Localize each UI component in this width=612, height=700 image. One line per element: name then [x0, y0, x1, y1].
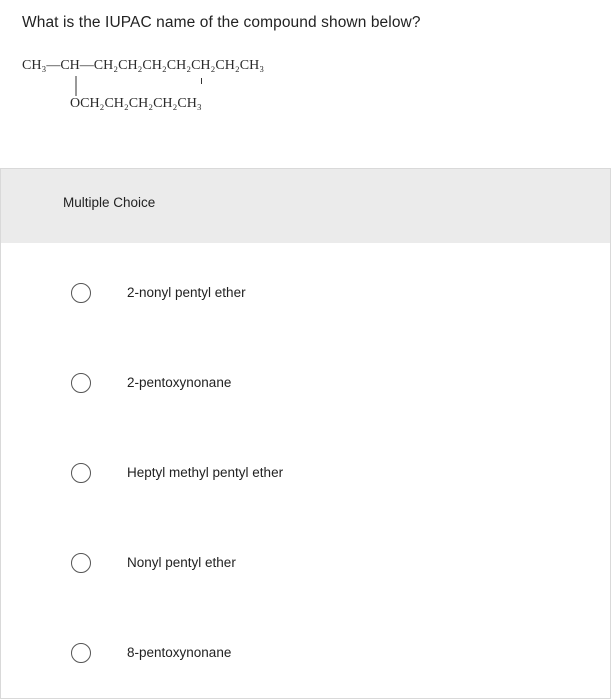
option-label: 2-pentoxynonane: [127, 375, 232, 390]
option-label: 2-nonyl pentyl ether: [127, 285, 246, 300]
option-3[interactable]: [51, 453, 571, 493]
radio-button[interactable]: [71, 463, 91, 483]
multiple-choice-card: [0, 168, 611, 699]
option-label: Heptyl methyl pentyl ether: [127, 465, 284, 480]
structure-tick-mark: [201, 78, 202, 84]
structure-branch: OCH₂CH₂CH₂CH₂CH₃: [70, 96, 202, 111]
radio-button[interactable]: [71, 643, 91, 663]
radio-button[interactable]: [71, 553, 91, 573]
option-label: 8-pentoxynonane: [127, 645, 232, 660]
multiple-choice-title: Multiple Choice: [63, 195, 156, 210]
radio-button[interactable]: [71, 283, 91, 303]
structure-main-chain: CH₃—CH—CH₂CH₂CH₂CH₂CH₂CH₂CH₃: [22, 58, 265, 73]
option-1[interactable]: [51, 273, 571, 313]
radio-button[interactable]: [71, 373, 91, 393]
question-text: What is the IUPAC name of the compound shown below?: [22, 14, 421, 31]
option-5[interactable]: [51, 633, 571, 673]
option-label: Nonyl pentyl ether: [127, 555, 236, 570]
multiple-choice-header: [1, 169, 610, 243]
option-2[interactable]: [51, 363, 571, 403]
option-4[interactable]: [51, 543, 571, 583]
